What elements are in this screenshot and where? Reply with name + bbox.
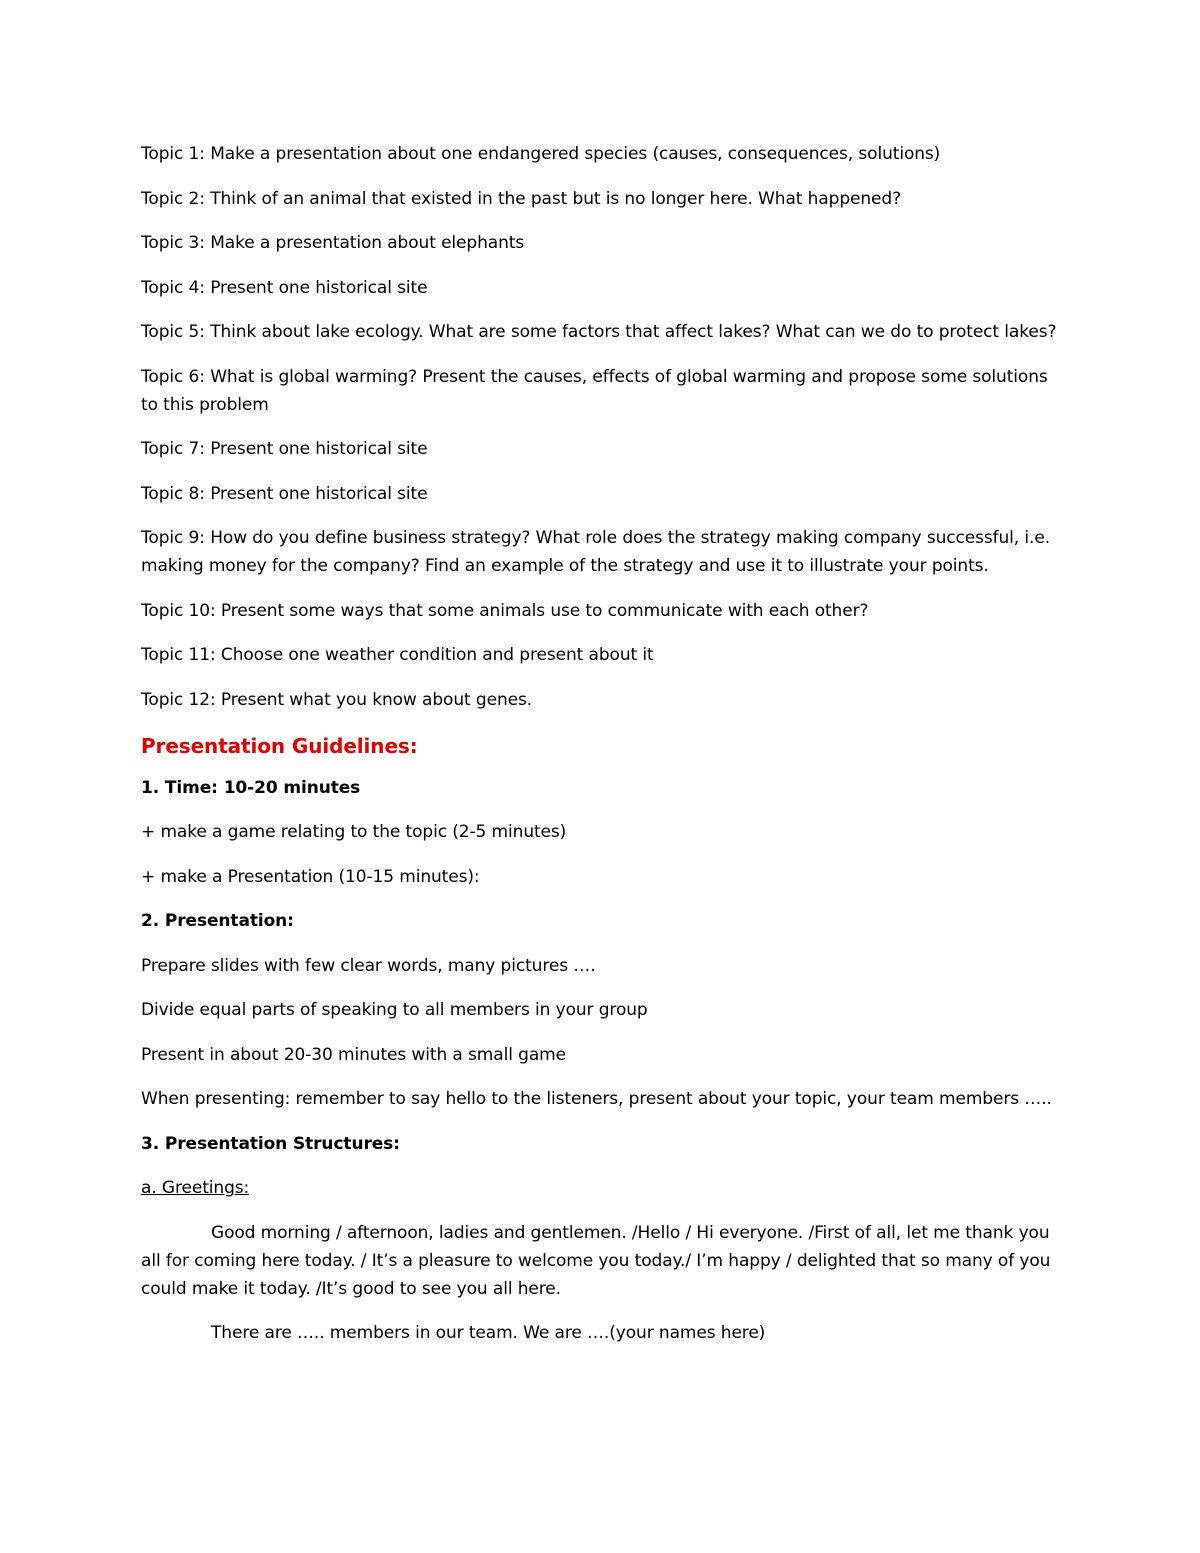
team-text: There are ….. members in our team. We are ….(your names here): [211, 1323, 766, 1343]
topic-11: Topic 11: Choose one weather condition and present about it: [141, 645, 654, 665]
greetings-text: Good morning / afternoon, ladies and gentlemen. /Hello / Hi everyone. /First of all, let me thank you all for coming here today. / It’s a pleasure to welcome you today./ I’m happy / delighted that so many of you could make it today. /It’s good to see you all here.: [141, 1222, 1051, 1299]
time-item-game: + make a game relating to the topic (2-5 minutes): [141, 822, 567, 842]
time-heading: 1. Time: 10-20 minutes: [141, 777, 361, 798]
presentation-item-greeting: When presenting: remember to say hello to the listeners, present about your topic, your team members …..: [141, 1089, 1052, 1109]
time-item-presentation: + make a Presentation (10-15 minutes):: [141, 866, 480, 887]
topic-10: Topic 10: Present some ways that some animals use to communicate with each other?: [141, 600, 869, 621]
presentation-heading: 2. Presentation:: [141, 911, 294, 931]
document-page: [141, 140, 1061, 1364]
guidelines-heading: Presentation Guidelines:: [141, 733, 418, 758]
topic-7: Topic 7: Present one historical site: [141, 439, 428, 459]
presentation-item-divide: Divide equal parts of speaking to all members in your group: [141, 1000, 648, 1020]
topic-3: Topic 3: Make a presentation about elephants: [141, 233, 525, 253]
topic-6: Topic 6: What is global warming? Present the causes, effects of global warming and propose some solutions to this problem: [141, 366, 1048, 415]
presentation-item-duration: Present in about 20-30 minutes with a small game: [141, 1044, 566, 1065]
topic-2: Topic 2: Think of an animal that existed in the past but is no longer here. What happened?: [141, 188, 902, 209]
topic-5: Topic 5: Think about lake ecology. What are some factors that affect lakes? What can we do to protect lakes?: [141, 322, 1057, 342]
topic-1: Topic 1: Make a presentation about one endangered species (causes, consequences, solutions): [141, 144, 941, 164]
topic-12: Topic 12: Present what you know about genes.: [141, 689, 533, 710]
structures-heading: 3. Presentation Structures:: [141, 1133, 400, 1154]
presentation-item-slides: Prepare slides with few clear words, many pictures ….: [141, 955, 596, 976]
greetings-heading: a. Greetings:: [141, 1178, 250, 1198]
topic-9: Topic 9: How do you define business strategy? What role does the strategy making company successful, i.e. making money for the company? Find an example of the strategy and use it to illustrate your points.: [141, 528, 1051, 576]
topic-8: Topic 8: Present one historical site: [141, 483, 428, 504]
topic-4: Topic 4: Present one historical site: [141, 277, 428, 298]
